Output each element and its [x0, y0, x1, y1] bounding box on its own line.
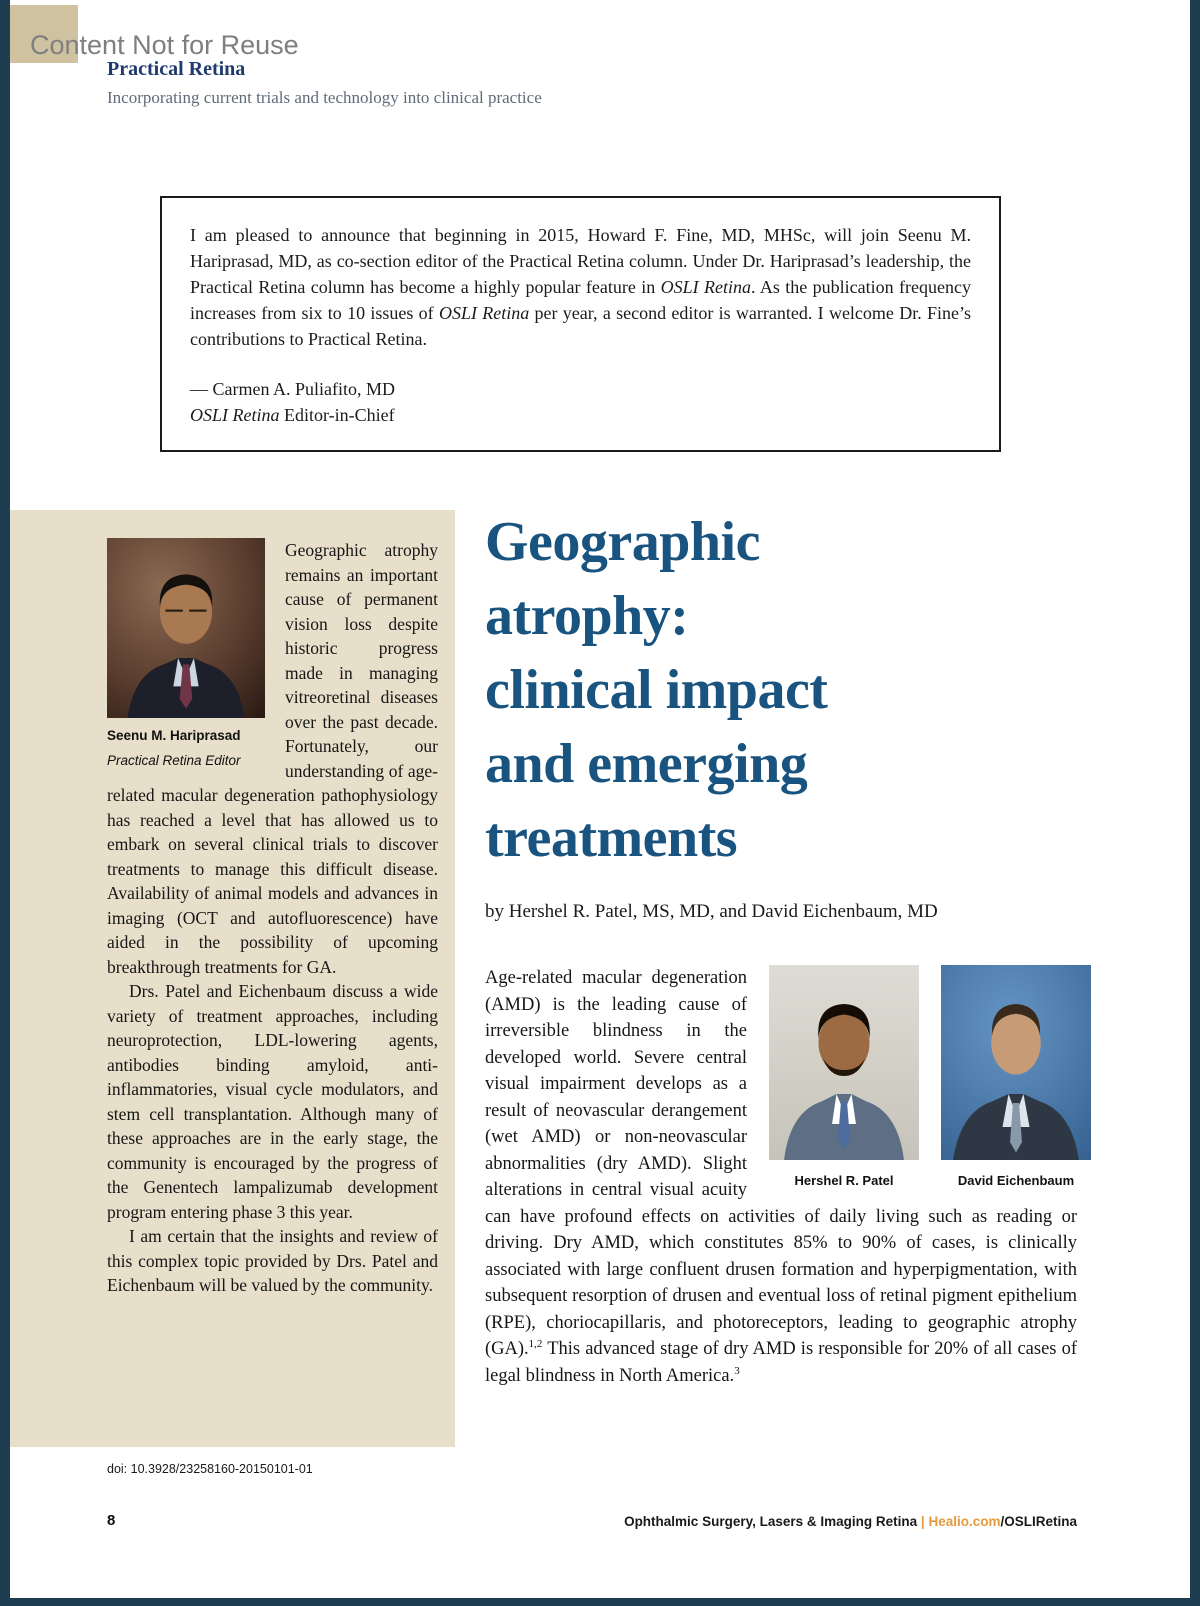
author-figure-eichenbaum [941, 965, 1091, 1195]
bottom-edge-strip [0, 1598, 1200, 1606]
left-edge-strip [0, 0, 10, 1606]
signature-role: OSLI Retina Editor-in-Chief [190, 405, 395, 425]
announcement-text [190, 222, 971, 352]
article-body-text: This advanced stage of dry AMD is responsible for 20% of all cases of legal blindness in North America. [485, 1339, 1077, 1386]
editor-paragraph-3: I am certain that the insights and review of this complex topic provided by Drs. Patel and Eichenbaum will be valued by the community. [107, 1226, 438, 1295]
article-title-line: Geographic [485, 511, 760, 573]
footer-journal-line [485, 1514, 1077, 1529]
doi-text: doi: 10.3928/23258160-20150101-01 [107, 1462, 313, 1476]
column-title: Practical Retina [107, 58, 246, 80]
editor-photo-caption-role: Practical Retina Editor [107, 752, 241, 768]
editor-paragraph-2: Drs. Patel and Eichenbaum discuss a wide variety of treatment approaches, including neuroprotection, LDL-lowering agents, antibodies binding amyloid, anti-inflammatories, visual cycle modulators, and stem cell transplantation. Although many of these approaches are in the early stage, the community is encouraged by the progress of the Genentech lampalizumab development program entering phase 3 this year. [107, 981, 438, 1222]
article-title-line: clinical impact [485, 659, 828, 721]
author-figure-patel [769, 965, 919, 1195]
article-body [485, 965, 1077, 1389]
editor-photo-block [107, 538, 285, 773]
editor-commentary-column [107, 538, 438, 1298]
article-body-text: Age-related macular degeneration (AMD) is the leading cause of irreversible blindness in the developed world. Severe central visual impairment develops as a result of neovascular derangement (wet AMD) or non-neovascular abnormalities (dry AMD). Slight alterations in central visual acuity can have profound effects on activities of daily living such as reading or driving. Dry AMD, which constitutes 85% to 90% of cases, is clinically associated with large confluent drusen formation and hyperpigmentation, with subsequent resorption of drusen and eventual loss of retinal pigment epithelium (RPE), choriocapillaris, and photoreceptors, leading to geographic atrophy (GA). [485, 968, 1077, 1359]
portrait-hershel-patel [769, 965, 919, 1160]
announcement-text-part: per year, a second editor is warranted. I welcome Dr. Fine’s contributions to Practical Retina. [190, 303, 971, 349]
right-edge-strip [1190, 0, 1200, 1606]
article-title-line: atrophy: [485, 585, 689, 647]
journal-name-italic: OSLI Retina [660, 277, 752, 297]
journal-name-italic: OSLI Retina [438, 303, 530, 323]
footer-suffix: /OSLIRetina [1000, 1514, 1077, 1529]
article-title-line: and emerging [485, 733, 808, 795]
reference-superscript: 3 [734, 1364, 740, 1377]
announcement-text-part: . As the publication frequency increases from six to 10 issues of [190, 277, 971, 323]
article-title-line: treatments [485, 807, 738, 869]
editor-paragraph-1: Geographic atrophy remains an important cause of permanent vision loss despite historic progress made in managing vitreoretinal diseases over the past decade. Fortunately, our understanding of age-related macular degeneration pathophysiology has reached a level that has allowed us to embark on several clinical trials to discover treatments to manage this difficult disease. Availability of animal models and advances in imaging (OCT and autofluorescence) have aided in the possibility of upcoming breakthrough treatments for GA. [107, 540, 438, 977]
editor-announcement-box [160, 196, 1001, 452]
author-caption-patel: Hershel R. Patel [794, 1173, 894, 1188]
article-byline: by Hershel R. Patel, MS, MD, and David Eichenbaum, MD [485, 901, 938, 922]
column-masthead [107, 58, 542, 108]
reference-superscript: 1,2 [528, 1337, 543, 1350]
signature-name: — Carmen A. Puliafito, MD [190, 379, 395, 399]
editor-photo-caption-name: Seenu M. Hariprasad [107, 728, 241, 743]
announcement-text-part: I am pleased to announce that beginning in 2015, Howard F. Fine, MD, MHSc, will join Seenu M. Hariprasad, MD, as co-section editor of the Practical Retina column. Under Dr. Hariprasad’s leadership, the Practical Retina column has become a highly popular feature in [190, 225, 971, 297]
announcement-signature [190, 376, 971, 428]
portrait-david-eichenbaum [941, 965, 1091, 1160]
portrait-seenu-hariprasad [107, 538, 265, 718]
column-subtitle: Incorporating current trials and technology into clinical practice [107, 88, 542, 107]
author-photos-block [747, 965, 1077, 1195]
page-number: 8 [107, 1512, 116, 1529]
article-title [485, 505, 1025, 875]
footer-journal-name: Ophthalmic Surgery, Lasers & Imaging Retina [624, 1514, 918, 1529]
reuse-watermark: Content Not for Reuse [30, 30, 299, 60]
footer-separator: | [920, 1514, 925, 1529]
feature-article [485, 505, 1077, 1389]
footer-healio-link[interactable]: Healio.com [928, 1514, 1001, 1529]
author-caption-eichenbaum: David Eichenbaum [957, 1173, 1075, 1188]
